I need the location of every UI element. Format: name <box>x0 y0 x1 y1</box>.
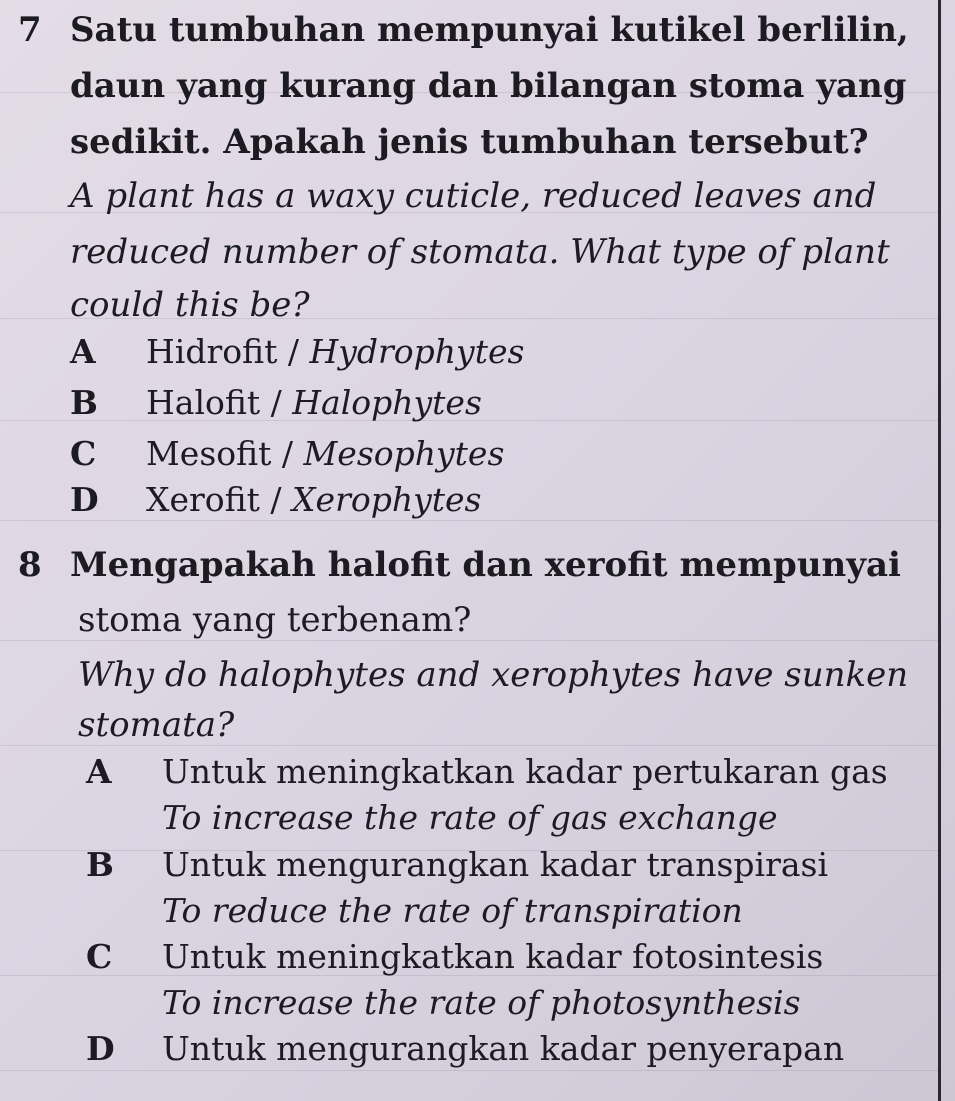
option-letter: B <box>86 845 114 884</box>
question-7 <box>18 10 918 519</box>
option-a[interactable] <box>86 752 916 848</box>
option-d[interactable] <box>86 1029 916 1089</box>
option-letter: B <box>70 383 98 422</box>
option-separator: / <box>259 480 293 519</box>
question-number: 7 <box>18 10 42 50</box>
option-text-malay: Untuk meningkatkan kadar fotosintesis <box>162 937 824 976</box>
option-letter: D <box>86 1029 115 1068</box>
question-8-text: Mengapakah halofit dan xerofit mempunyai <box>70 545 901 585</box>
option-letter: C <box>86 937 113 976</box>
question-7-english-line-3: could this be? <box>70 285 310 325</box>
option-separator: / <box>260 383 293 422</box>
option-text-english: To increase the rate of photosynthesis <box>162 983 801 1022</box>
question-8 <box>18 545 918 1101</box>
option-separator: / <box>277 332 310 371</box>
option-letter: A <box>86 752 112 791</box>
option-c[interactable] <box>86 937 916 1033</box>
option-text-malay: Halofit <box>146 383 261 422</box>
margin-rule <box>938 0 941 1101</box>
option-text-malay: Mesofit <box>146 434 272 473</box>
bleed-line <box>0 520 940 521</box>
question-8-malay-line-2: stoma yang terbenam? <box>78 600 472 640</box>
question-7-english-line-2: reduced number of stomata. What type of plant <box>70 232 890 272</box>
question-7-text: Satu tumbuhan mempunyai kutikel berlilin, <box>70 10 909 50</box>
option-letter: D <box>70 480 99 519</box>
option-letter: C <box>70 434 97 473</box>
option-text-english: To reduce the rate of transpiration <box>162 891 743 930</box>
option-text-english: To increase the rate of gas exchange <box>162 798 778 837</box>
option-text-malay: Untuk mengurangkan kadar transpirasi <box>162 845 829 884</box>
question-8-english-line-2: stomata? <box>78 705 235 745</box>
question-7-malay-line-2: daun yang kurang dan bilangan stoma yang <box>70 66 907 106</box>
option-text-malay: Untuk meningkatkan kadar pertukaran gas <box>162 752 888 791</box>
question-7-malay-line-1 <box>18 10 909 50</box>
question-8-english-line-1: Why do halophytes and xerophytes have sunken <box>78 655 909 695</box>
option-separator: / <box>271 434 304 473</box>
question-7-english-line-1: A plant has a waxy cuticle, reduced leaves and <box>70 176 877 216</box>
option-text-english: Halophytes <box>292 383 482 422</box>
option-text-malay: Xerofit <box>146 480 260 519</box>
option-text-english: Hydrophytes <box>309 332 525 371</box>
question-8-malay-line-1 <box>18 545 901 585</box>
option-text-english: Mesophytes <box>303 434 505 473</box>
option-text-english: Xerophytes <box>292 480 482 519</box>
option-text-malay: Untuk mengurangkan kadar penyerapan <box>162 1029 845 1068</box>
option-letter: A <box>70 332 96 371</box>
option-text-malay: Hidrofit <box>146 332 278 371</box>
question-7-malay-line-3: sedikit. Apakah jenis tumbuhan tersebut? <box>70 122 869 162</box>
option-b[interactable] <box>86 845 916 941</box>
question-number: 8 <box>18 545 42 585</box>
